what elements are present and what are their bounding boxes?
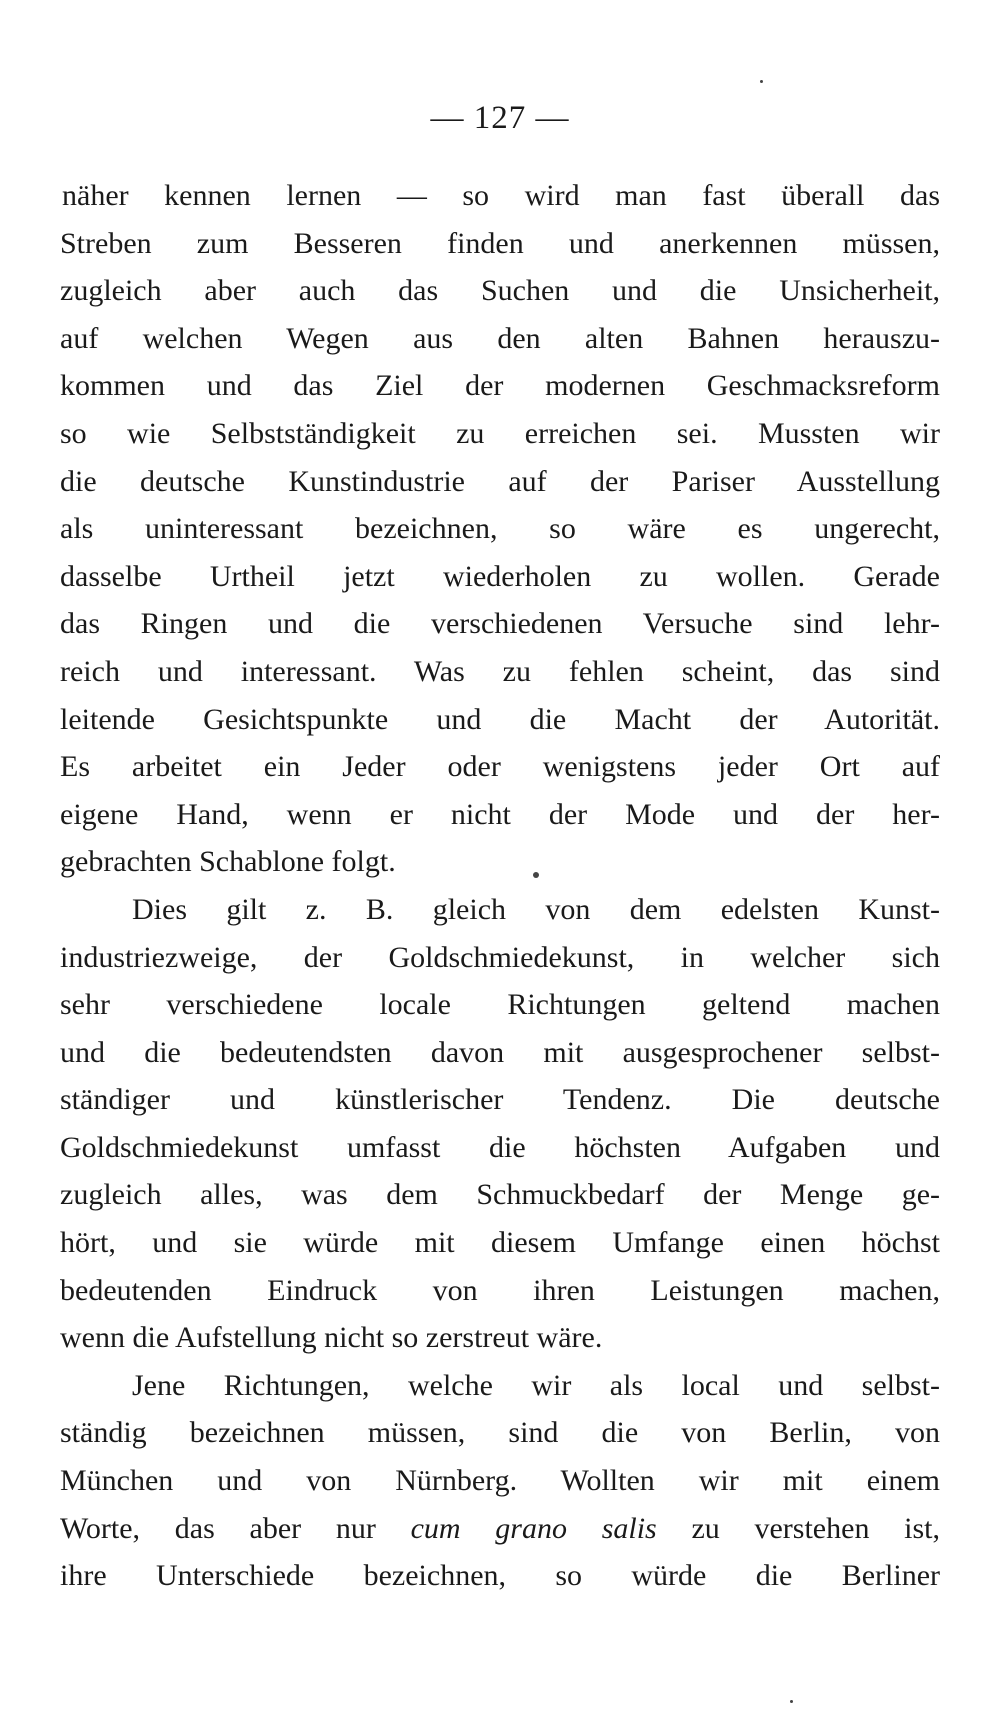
text-line: Streben zum Besseren finden und anerkennen müssen,: [60, 226, 940, 260]
paragraph-2: [60, 886, 940, 1362]
text-line: leitende Gesichtspunkte und die Macht der Autorität.: [60, 702, 940, 736]
text-line: eigene Hand, wenn er nicht der Mode und der her-: [60, 797, 940, 831]
text-line: als uninteressant bezeichnen, so wäre es ungerecht,: [60, 512, 940, 546]
text-line: wenn die Aufstellung nicht so zerstreut wäre.: [60, 1321, 603, 1355]
text-line: so wie Selbstständigkeit zu erreichen sei. Mussten wir: [60, 416, 940, 450]
text-line: ständig bezeichnen müssen, sind die von Berlin, von: [60, 1416, 940, 1450]
text-line-with-italic: [60, 1505, 940, 1553]
text-line: ihre Unterschiede bezeichnen, so würde die Berliner: [60, 1559, 940, 1593]
text-line: die deutsche Kunstindustrie auf der Pariser Ausstellung: [60, 464, 940, 498]
text-line: kommen und das Ziel der modernen Geschmacksreform: [60, 369, 940, 403]
page-number: — 127 —: [430, 100, 570, 136]
text-line: sehr verschiedene locale Richtungen geltend machen: [60, 988, 940, 1022]
body-text: [60, 172, 940, 1600]
italic-phrase: cum grano salis: [410, 1511, 657, 1545]
text-line: reich und interessant. Was zu fehlen scheint, das sind: [60, 654, 940, 688]
text-line: Dies gilt z. B. gleich von dem edelsten Kunst-: [132, 892, 940, 926]
text-segment: zu verstehen ist,: [691, 1511, 941, 1545]
text-segment: Worte, das aber nur: [60, 1511, 376, 1545]
text-line: zugleich alles, was dem Schmuckbedarf der Menge ge-: [60, 1178, 940, 1212]
paragraph-1: [60, 172, 940, 886]
text-line: bedeutenden Eindruck von ihren Leistungen machen,: [60, 1273, 940, 1307]
text-line: Es arbeitet ein Jeder oder wenigstens jeder Ort auf: [60, 750, 940, 784]
text-line: hört, und sie würde mit diesem Umfange einen höchst: [60, 1226, 940, 1260]
text-line: Jene Richtungen, welche wir als local und selbst-: [132, 1368, 940, 1402]
text-line: das Ringen und die verschiedenen Versuche sind lehr-: [60, 607, 940, 641]
text-line: Goldschmiedekunst umfasst die höchsten Aufgaben und: [60, 1130, 940, 1164]
scan-speck: [533, 872, 539, 878]
scan-speck: [760, 80, 763, 83]
paragraph-3: [60, 1362, 940, 1600]
text-line: gebrachten Schablone folgt.: [60, 845, 396, 879]
text-line: dasselbe Urtheil jetzt wiederholen zu wollen. Gerade: [60, 559, 940, 593]
text-line: und die bedeutendsten davon mit ausgesprochener selbst-: [60, 1035, 940, 1069]
text-line: auf welchen Wegen aus den alten Bahnen herauszu-: [60, 321, 940, 355]
scan-speck: [790, 1700, 793, 1703]
text-line: näher kennen lernen — so wird man fast überall das: [62, 179, 940, 212]
text-line: ständiger und künstlerischer Tendenz. Die deutsche: [60, 1083, 940, 1117]
text-line: zugleich aber auch das Suchen und die Unsicherheit,: [60, 274, 940, 308]
text-line: industriezweige, der Goldschmiedekunst, in welcher sich: [60, 940, 940, 974]
text-line: München und von Nürnberg. Wollten wir mit einem: [60, 1464, 940, 1498]
